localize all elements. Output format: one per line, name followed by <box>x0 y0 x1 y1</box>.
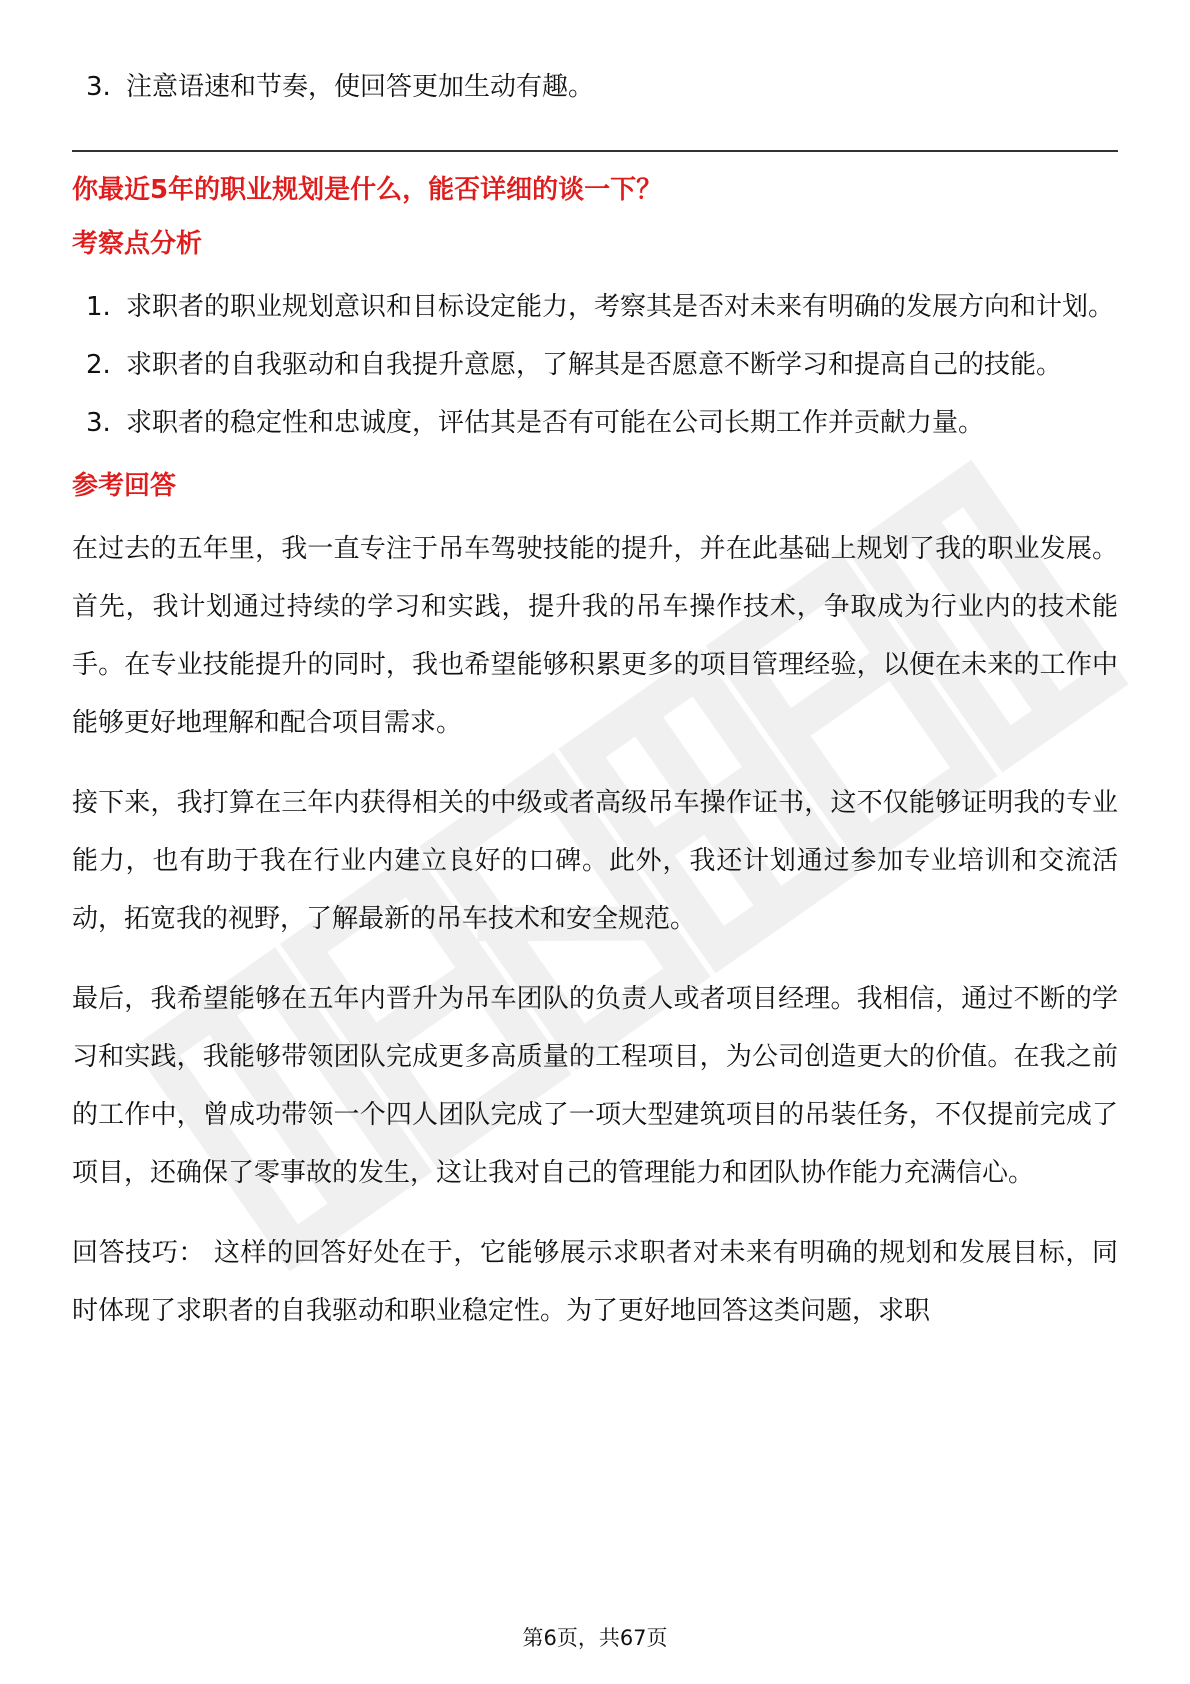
answer-paragraph: 最后，我希望能够在五年内晋升为吊车团队的负责人或者项目经理。我相信，通过不断的学习和实践，我能够带领团队完成更多高质量的工程项目，为公司创造更大的价值。在我之前的工作中，曾成功带领一个四人团队完成了一项大型建筑项目的吊装任务，不仅提前完成了项目，还确保了零事故的发生，这让我对自己的管理能力和团队协作能力充满信心。 <box>72 984 1118 1188</box>
analysis-heading: 考察点分析 <box>72 229 203 259</box>
previous-list-item <box>72 58 1118 116</box>
answer-paragraph: 在过去的五年里，我一直专注于吊车驾驶技能的提升，并在此基础上规划了我的职业发展。首先，我计划通过持续的学习和实践，提升我的吊车操作技术，争取成为行业内的技术能手。在专业技能提升的同时，我也希望能够积累更多的项目管理经验，以便在未来的工作中能够更好地理解和配合项目需求。 <box>72 534 1118 738</box>
question-title: 你最近5年的职业规划是什么，能否详细的谈一下？ <box>72 175 663 205</box>
list-item <box>72 336 1118 394</box>
list-text: 求职者的稳定性和忠诚度，评估其是否有可能在公司长期工作并贡献力量。 <box>126 408 985 438</box>
page-footer: 第6页，共67页 <box>522 1626 668 1650</box>
list-item <box>72 278 1118 336</box>
content-area <box>72 58 1118 1362</box>
analysis-list <box>72 278 1118 452</box>
list-text: 求职者的职业规划意识和目标设定能力，考察其是否对未来有明确的发展方向和计划。 <box>126 292 1115 322</box>
answer-heading: 参考回答 <box>72 471 177 501</box>
list-number: 3. <box>86 72 111 102</box>
list-text: 注意语速和节奏，使回答更加生动有趣。 <box>126 72 595 102</box>
list-number: 1. <box>86 292 111 322</box>
section-divider <box>72 150 1118 152</box>
list-text: 求职者的自我驱动和自我提升意愿，了解其是否愿意不断学习和提高自己的技能。 <box>126 350 1063 380</box>
list-item <box>72 394 1118 452</box>
list-number: 2. <box>86 350 111 380</box>
answer-tip-paragraph: 回答技巧： 这样的回答好处在于，它能够展示求职者对未来有明确的规划和发展目标，同时体现了求职者的自我驱动和职业稳定性。为了更好地回答这类问题，求职 <box>72 1238 1118 1326</box>
answer-paragraph: 接下来，我打算在三年内获得相关的中级或者高级吊车操作证书，这不仅能够证明我的专业能力，也有助于我在行业内建立良好的口碑。此外，我还计划通过参加专业培训和交流活动，拓宽我的视野，了解最新的吊车技术和安全规范。 <box>72 788 1118 934</box>
list-number: 3. <box>86 408 111 438</box>
